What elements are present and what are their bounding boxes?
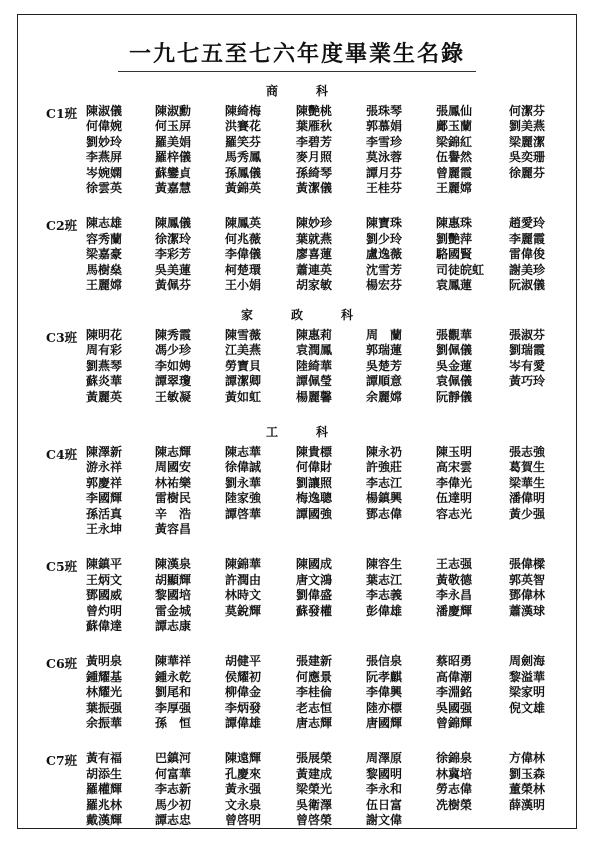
graduate-name: 潘慶輝 xyxy=(436,603,473,618)
graduate-name: 陳漢泉 xyxy=(155,557,192,572)
graduate-name: 伍達明 xyxy=(436,491,473,506)
graduate-name: 阮靜儀 xyxy=(436,389,473,404)
graduate-name: 孔慶來 xyxy=(225,766,262,781)
graduate-name: 劉佩儀 xyxy=(436,343,473,358)
graduate-name: 陳淑儀 xyxy=(86,104,123,118)
graduate-name: 伍譽然 xyxy=(436,150,473,165)
graduate-name: 吳美蓮 xyxy=(155,262,192,277)
graduate-name: 蕭漢球 xyxy=(509,603,546,618)
graduate-name: 吳衛澤 xyxy=(296,797,333,812)
graduate-name: 郭慶祥 xyxy=(86,475,123,490)
graduate-name: 張觀華 xyxy=(436,328,473,342)
graduate-name: 蔡昭勇 xyxy=(436,654,473,669)
graduate-name: 陳容生 xyxy=(366,557,403,572)
graduate-name: 王桂芬 xyxy=(366,181,403,195)
graduate-name: 譚潔卿 xyxy=(225,374,262,389)
graduate-name: 張淑芬 xyxy=(509,328,546,342)
class-label: C1班 xyxy=(46,106,78,121)
graduate-name: 吳奕珊 xyxy=(509,150,546,165)
graduate-name: 許潤由 xyxy=(225,572,262,587)
graduate-name: 張建新 xyxy=(296,654,333,669)
graduate-name: 鄧偉林 xyxy=(509,588,546,603)
graduate-name: 陳永礽 xyxy=(366,445,403,459)
section-heading-char: 科 xyxy=(341,308,354,322)
graduate-name: 何兆薇 xyxy=(225,231,262,246)
graduate-name: 馬秀鳳 xyxy=(225,150,262,165)
graduate-name: 黃敬德 xyxy=(436,572,473,587)
graduate-name: 鄧國威 xyxy=(86,588,123,603)
graduate-name: 徐雲英 xyxy=(86,181,123,195)
graduate-name: 張志強 xyxy=(509,445,546,459)
graduate-name: 李國輝 xyxy=(86,491,123,506)
graduate-name: 孫綺琴 xyxy=(296,165,333,180)
graduate-name: 李麗霞 xyxy=(509,231,546,246)
graduate-name: 洪賽花 xyxy=(225,119,262,134)
graduate-name: 何偉婉 xyxy=(86,119,123,134)
section-heading xyxy=(18,82,576,99)
section-heading-char: 家 xyxy=(240,308,253,322)
graduate-name: 侯耀初 xyxy=(225,669,262,684)
graduate-name: 黃如虹 xyxy=(225,389,262,404)
graduate-name: 陳鳳英 xyxy=(225,216,262,231)
graduate-name: 劉讓照 xyxy=(296,475,333,490)
graduate-name: 阮孝麒 xyxy=(366,669,403,684)
graduate-name: 陳惠莉 xyxy=(296,328,333,342)
graduate-name: 謝文偉 xyxy=(366,812,403,827)
graduate-name: 劉永華 xyxy=(225,475,262,490)
graduate-name: 譚啓華 xyxy=(225,506,262,521)
graduate-name: 胡健平 xyxy=(225,654,262,669)
graduate-name: 譚翠瓊 xyxy=(155,374,192,389)
graduate-name: 馬少初 xyxy=(155,797,192,812)
graduate-name: 黃佩芬 xyxy=(155,277,192,292)
graduate-name: 周 蘭 xyxy=(366,328,403,342)
section-heading xyxy=(18,423,576,440)
graduate-name: 雷金城 xyxy=(155,603,192,618)
graduate-name: 李桂倫 xyxy=(296,685,333,700)
graduate-name: 李炳發 xyxy=(225,700,262,715)
section-heading-char: 科 xyxy=(316,425,329,439)
graduate-name: 陳惠珠 xyxy=(436,216,473,231)
graduate-name: 冼樹榮 xyxy=(436,797,473,812)
graduate-name: 黃嘉慧 xyxy=(155,181,192,195)
graduate-name: 葉振强 xyxy=(86,700,123,715)
graduate-name: 余麗嫦 xyxy=(366,389,403,404)
graduate-name: 倪文雄 xyxy=(509,700,546,715)
graduate-name: 曾麗霞 xyxy=(436,165,473,180)
graduate-name: 徐潔玲 xyxy=(155,231,192,246)
graduate-name: 柯楚環 xyxy=(225,262,262,277)
graduate-name: 陳華祥 xyxy=(155,654,192,669)
graduate-name: 梁麗潔 xyxy=(509,134,546,149)
graduate-name: 吳國强 xyxy=(436,700,473,715)
graduate-name: 郭英智 xyxy=(509,572,546,587)
graduate-name: 雷偉俊 xyxy=(509,247,546,262)
graduate-name: 周劍海 xyxy=(509,654,546,669)
graduate-name: 文永泉 xyxy=(225,797,262,812)
graduate-name: 李志江 xyxy=(366,475,403,490)
graduate-name: 羅權輝 xyxy=(86,782,123,797)
graduate-name: 孫活真 xyxy=(86,506,123,521)
graduate-name: 李偉儀 xyxy=(225,247,262,262)
graduate-name: 羅兆林 xyxy=(86,797,123,812)
graduate-name: 陳明花 xyxy=(86,328,123,342)
yearbook-page xyxy=(17,14,577,829)
graduate-name: 劉妙玲 xyxy=(86,134,123,149)
graduate-name: 李偉光 xyxy=(436,475,473,490)
section-heading-char: 科 xyxy=(316,84,329,98)
graduate-name: 曾啓明 xyxy=(225,812,262,827)
graduate-name: 莫銳輝 xyxy=(225,603,262,618)
graduate-name: 周有彩 xyxy=(86,343,123,358)
graduate-name: 司徒皖虹 xyxy=(436,262,485,277)
graduate-name: 吳楚芳 xyxy=(366,358,403,373)
graduate-name: 何應景 xyxy=(296,669,333,684)
graduate-name: 劉美燕 xyxy=(509,119,546,134)
graduate-name: 張展榮 xyxy=(296,751,333,766)
graduate-name: 李如娉 xyxy=(155,358,192,373)
graduate-name: 林耀光 xyxy=(86,685,123,700)
graduate-name: 彭偉雄 xyxy=(366,603,403,618)
graduate-name: 陳妙珍 xyxy=(296,216,333,231)
graduate-name: 何富華 xyxy=(155,766,192,781)
graduate-name: 巴鎮河 xyxy=(155,751,192,766)
graduate-name: 岑有愛 xyxy=(509,358,546,373)
graduate-name: 羅美娟 xyxy=(155,134,192,149)
graduate-name: 李雪珍 xyxy=(366,134,403,149)
graduate-name: 許強莊 xyxy=(366,460,403,475)
graduate-name: 袁鳳蓮 xyxy=(436,277,473,292)
graduate-name: 曾啓榮 xyxy=(296,812,333,827)
graduate-name: 陳遠輝 xyxy=(225,751,262,766)
page-title: 一九七五至七六年度畢業生名錄 xyxy=(128,41,465,67)
graduate-name: 張珠琴 xyxy=(366,104,403,118)
graduate-name: 鄧志偉 xyxy=(366,506,403,521)
graduate-name: 楊麗馨 xyxy=(296,389,333,404)
graduate-name: 李碧芳 xyxy=(296,134,333,149)
graduate-name: 辛 浩 xyxy=(155,506,192,521)
graduate-name: 陳鳳儀 xyxy=(155,216,192,231)
graduate-name: 譚佩瑩 xyxy=(296,374,333,389)
graduate-name: 譚國強 xyxy=(296,506,333,521)
graduate-name: 葉雁秋 xyxy=(296,119,333,134)
graduate-name: 高宋雲 xyxy=(436,460,473,475)
graduate-name: 黃容昌 xyxy=(155,522,192,536)
graduate-name: 鍾耀基 xyxy=(86,669,123,684)
class-label: C6班 xyxy=(46,656,78,672)
graduate-name: 胡家敏 xyxy=(296,277,333,292)
graduate-name: 王麗嫦 xyxy=(86,277,123,292)
graduate-name: 郭慕娟 xyxy=(366,119,403,134)
graduate-name: 張鳳仙 xyxy=(436,104,473,118)
graduate-name: 葉就燕 xyxy=(296,231,333,246)
graduate-name: 李志義 xyxy=(366,588,403,603)
graduate-name: 王麗嫦 xyxy=(436,181,473,195)
graduate-name: 吳金蓮 xyxy=(436,358,473,373)
section-heading-char: 政 xyxy=(290,308,303,322)
graduate-name: 林時文 xyxy=(225,588,262,603)
graduate-name: 阮淑儀 xyxy=(509,277,546,292)
graduate-name: 陳國成 xyxy=(296,557,333,572)
graduate-name: 李偉興 xyxy=(366,685,403,700)
graduate-name: 陳綺梅 xyxy=(225,104,262,118)
graduate-name: 游永祥 xyxy=(86,460,123,475)
graduate-name: 鍾永乾 xyxy=(155,669,192,684)
graduate-name: 孫鳳儀 xyxy=(225,165,262,180)
graduate-name: 譚月芬 xyxy=(366,165,403,180)
graduate-name: 陳淑勳 xyxy=(155,104,192,118)
graduate-name: 馬樹燊 xyxy=(86,262,123,277)
graduate-name: 黃錦英 xyxy=(225,181,262,195)
graduate-name: 黎國培 xyxy=(155,588,192,603)
graduate-name: 陳澤新 xyxy=(86,445,123,459)
graduate-name: 王永坤 xyxy=(86,522,123,536)
graduate-name: 勞寶貝 xyxy=(225,358,262,373)
graduate-name: 羅梓儀 xyxy=(155,150,192,165)
graduate-name: 曾錦輝 xyxy=(436,715,473,730)
graduate-name: 譚志忠 xyxy=(155,812,192,827)
graduate-name: 潘偉明 xyxy=(509,491,546,506)
graduate-name: 廖喜蓮 xyxy=(296,247,333,262)
graduate-name: 陳貴標 xyxy=(296,445,333,459)
graduate-name: 王志强 xyxy=(436,557,473,572)
graduate-name: 陳志雄 xyxy=(86,216,123,231)
graduate-name: 黃巧玲 xyxy=(509,374,546,389)
section-heading-char: 商 xyxy=(265,84,278,98)
graduate-name: 蘇發權 xyxy=(296,603,333,618)
graduate-name: 葉志江 xyxy=(366,572,403,587)
class-label: C7班 xyxy=(46,753,78,769)
graduate-name: 柳偉金 xyxy=(225,685,262,700)
graduate-name: 李志新 xyxy=(155,782,192,797)
graduate-name: 何潔芬 xyxy=(509,104,546,118)
graduate-name: 劉瑞霞 xyxy=(509,343,546,358)
graduate-name: 陳寶珠 xyxy=(366,216,403,231)
graduate-name: 何偉財 xyxy=(296,460,333,475)
graduate-name: 董榮林 xyxy=(509,782,546,797)
graduate-name: 黎溢華 xyxy=(509,669,546,684)
graduate-name: 孫 恒 xyxy=(155,715,192,730)
graduate-name: 莫泳蓉 xyxy=(366,150,403,165)
graduate-name: 蕭連英 xyxy=(296,262,333,277)
graduate-name: 容志光 xyxy=(436,506,473,521)
graduate-name: 雷樹民 xyxy=(155,491,192,506)
graduate-name: 王敏凝 xyxy=(155,389,192,404)
graduate-name: 李厚强 xyxy=(155,700,192,715)
graduate-name: 陳玉明 xyxy=(436,445,473,459)
graduate-name: 高偉潮 xyxy=(436,669,473,684)
graduate-name: 戴漢輝 xyxy=(86,812,123,827)
graduate-name: 岑婉嫻 xyxy=(86,165,123,180)
graduate-name: 老志恒 xyxy=(296,700,333,715)
graduate-name: 曾灼明 xyxy=(86,603,123,618)
graduate-name: 陳雪薇 xyxy=(225,328,262,342)
graduate-name: 黃少强 xyxy=(509,506,546,521)
graduate-name: 劉燕琴 xyxy=(86,358,123,373)
graduate-name: 麥月照 xyxy=(296,150,333,165)
graduate-name: 張信泉 xyxy=(366,654,403,669)
graduate-name: 陸亦標 xyxy=(366,700,403,715)
graduate-name: 梁錦紅 xyxy=(436,134,473,149)
graduate-name: 蘇鑾貞 xyxy=(155,165,192,180)
graduate-name: 袁潤鳳 xyxy=(296,343,333,358)
graduate-name: 謝美珍 xyxy=(509,262,546,277)
graduate-name: 楊鎮興 xyxy=(366,491,403,506)
graduate-name: 李永和 xyxy=(366,782,403,797)
graduate-name: 伍日富 xyxy=(366,797,403,812)
graduate-name: 黃明泉 xyxy=(86,654,123,669)
graduate-name: 楊宏芬 xyxy=(366,277,403,292)
graduate-name: 梅逸聰 xyxy=(296,491,333,506)
graduate-name: 馮少珍 xyxy=(155,343,192,358)
graduate-name: 李淵銘 xyxy=(436,685,473,700)
graduate-name: 羅笑芬 xyxy=(225,134,262,149)
graduate-name: 譚志康 xyxy=(155,618,192,633)
graduate-name: 黃永强 xyxy=(225,782,262,797)
graduate-name: 蘇炎華 xyxy=(86,374,123,389)
graduate-name: 黃潔儀 xyxy=(296,181,333,195)
graduate-name: 唐文鴻 xyxy=(296,572,333,587)
graduate-name: 林祐樂 xyxy=(155,475,192,490)
graduate-name: 周國安 xyxy=(155,460,192,475)
graduate-name: 梁榮光 xyxy=(296,782,333,797)
graduate-name: 王小娟 xyxy=(225,277,262,292)
graduate-name: 徐偉誠 xyxy=(225,460,262,475)
graduate-name: 陳艷桃 xyxy=(296,104,333,118)
graduate-name: 胡添生 xyxy=(86,766,123,781)
graduate-name: 沈雪芳 xyxy=(366,262,403,277)
graduate-name: 王炳文 xyxy=(86,572,123,587)
graduate-name: 余振華 xyxy=(86,715,123,730)
graduate-name: 陳志華 xyxy=(225,445,262,459)
graduate-name: 何玉屏 xyxy=(155,119,192,134)
graduate-name: 譚偉雄 xyxy=(225,715,262,730)
graduate-name: 陳志輝 xyxy=(155,445,192,459)
graduate-name: 駱國賢 xyxy=(436,247,473,262)
graduate-name: 黃麗英 xyxy=(86,389,123,404)
class-label: C2班 xyxy=(46,218,78,234)
graduate-name: 陸綺華 xyxy=(296,358,333,373)
graduate-name: 葛賀生 xyxy=(509,460,546,475)
graduate-name: 江美燕 xyxy=(225,343,262,358)
section-heading xyxy=(18,306,576,323)
graduate-name: 袁佩儀 xyxy=(436,374,473,389)
graduate-name: 譚順意 xyxy=(366,374,403,389)
title-underline xyxy=(118,71,476,72)
graduate-name: 李彩芳 xyxy=(155,247,192,262)
graduate-name: 勞志偉 xyxy=(436,782,473,797)
graduate-name: 趙愛玲 xyxy=(509,216,546,231)
graduate-name: 薛漢明 xyxy=(509,797,546,812)
graduate-name: 陳秀霞 xyxy=(155,328,192,342)
graduate-name: 劉玉森 xyxy=(509,766,546,781)
graduate-name: 蘇偉達 xyxy=(86,618,123,633)
graduate-name: 陸家強 xyxy=(225,491,262,506)
graduate-name: 陳錦華 xyxy=(225,557,262,572)
graduate-name: 唐國輝 xyxy=(366,715,403,730)
graduate-name: 容秀蘭 xyxy=(86,231,123,246)
graduate-name: 徐麗芬 xyxy=(509,165,546,180)
graduate-name: 梁家明 xyxy=(509,685,546,700)
graduate-name: 周澤原 xyxy=(366,751,403,766)
graduate-name: 張偉樑 xyxy=(509,557,546,572)
section-heading-char: 工 xyxy=(265,425,278,439)
graduate-name: 陳鎮平 xyxy=(86,557,123,572)
graduate-name: 劉少玲 xyxy=(366,231,403,246)
graduate-name: 郭瑞蓮 xyxy=(366,343,403,358)
graduate-name: 李燕屏 xyxy=(86,150,123,165)
graduate-name: 黃有福 xyxy=(86,751,123,766)
graduate-name: 劉偉盛 xyxy=(296,588,333,603)
graduate-name: 方偉林 xyxy=(509,751,546,766)
graduate-name: 唐志輝 xyxy=(296,715,333,730)
class-label: C5班 xyxy=(46,559,78,575)
graduate-name: 徐錦泉 xyxy=(436,751,473,766)
graduate-name: 劉尾和 xyxy=(155,685,192,700)
graduate-name: 盧逸薇 xyxy=(366,247,403,262)
graduate-name: 梁嘉豪 xyxy=(86,247,123,262)
graduate-name: 黃建成 xyxy=(296,766,333,781)
graduate-name: 黎國明 xyxy=(366,766,403,781)
graduate-name: 梁華生 xyxy=(509,475,546,490)
class-label: C3班 xyxy=(46,330,78,345)
class-label: C4班 xyxy=(46,447,78,462)
graduate-name: 劉艷萍 xyxy=(436,231,473,246)
graduate-name: 李永昌 xyxy=(436,588,473,603)
graduate-name: 胡顯輝 xyxy=(155,572,192,587)
graduate-name: 鄺玉蘭 xyxy=(436,119,473,134)
graduate-name: 林冀培 xyxy=(436,766,473,781)
